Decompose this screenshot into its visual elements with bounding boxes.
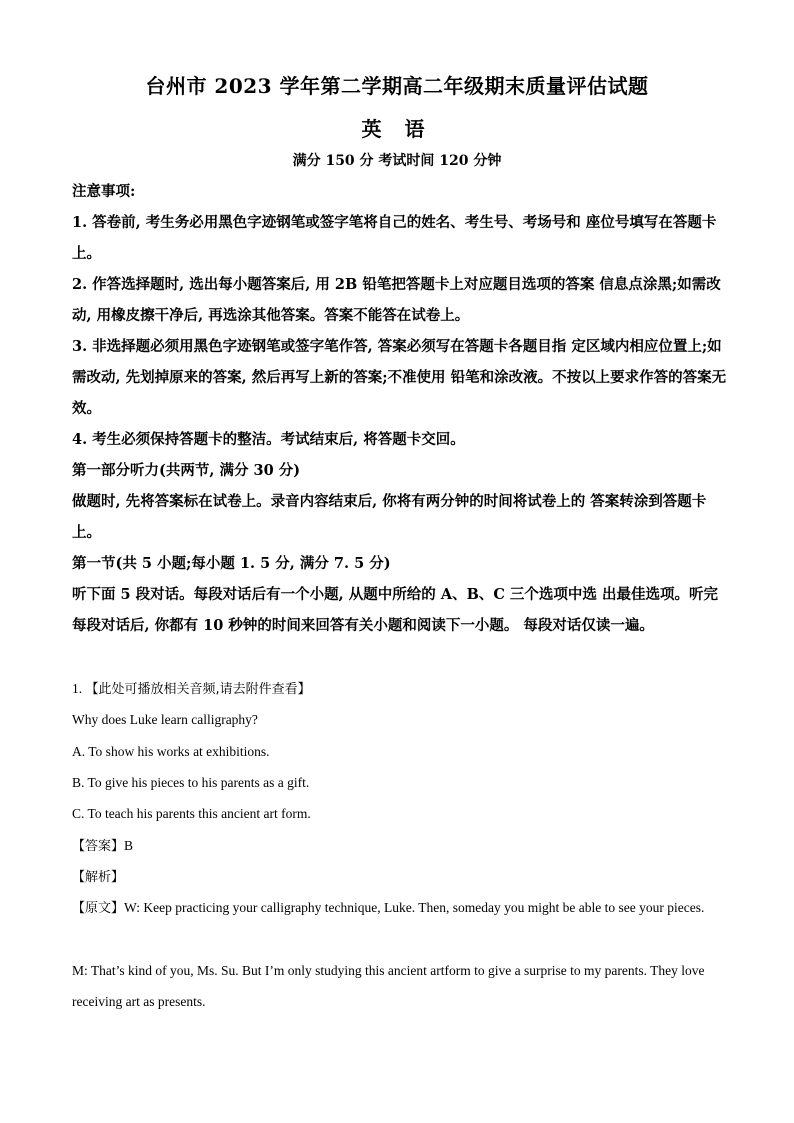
transcript-m: M: That’s kind of you, Ms. Su. But I’m only studying this ancient artform to give a surprise to my parents. They love receiving art as presents. xyxy=(72,963,705,1009)
question-1-header xyxy=(72,673,732,705)
note-item-2: 2. 作答选择题时, 选出每小题答案后, 用 2B 铅笔把答题卡上对应题目选项的答案 信息点涂黑;如需改动, 用橡皮擦干净后, 再选涂其他答案。答案不能答在试卷上。 xyxy=(72,276,721,324)
question-stem: Why does Luke learn calligraphy? xyxy=(72,712,258,727)
answer-label: 【答案】 xyxy=(72,839,125,854)
option-c: C. To teach his parents this ancient art form. xyxy=(72,806,311,821)
option-a: A. To show his works at exhibitions. xyxy=(72,744,270,759)
question-number: 1. xyxy=(72,681,83,696)
audio-note: 【此处可播放相关音频,请去附件查看】 xyxy=(85,682,311,697)
section1-instruction: 听下面 5 段对话。每段对话后有一个小题, 从题中所给的 A、B、C 三个选项中选 出最佳选项。听完每段对话后, 你都有 10 秒钟的时间来回答有关小题和阅读下一小题。 每段对话仅读一遍。 xyxy=(72,586,718,634)
analysis-label: 【解析】 xyxy=(72,870,125,885)
section1-heading: 第一节(共 5 小题;每小题 1. 5 分, 满分 7. 5 分) xyxy=(72,555,391,572)
original-label: 【原文】 xyxy=(72,901,125,916)
notes-heading: 注意事项: xyxy=(72,183,136,200)
subject-title: 英 语 xyxy=(361,117,433,141)
transcript-w-text: W: Keep practicing your calligraphy technique, Luke. Then, someday you might be able to see your pieces. xyxy=(124,900,705,915)
score-time-line: 满分 150 分 考试时间 120 分钟 xyxy=(292,153,502,169)
answer-value: B xyxy=(124,838,134,853)
page-title: 台州市 2023 学年第二学期高二年级期末质量评估试题 xyxy=(145,74,649,98)
option-b: B. To give his pieces to his parents as a gift. xyxy=(72,775,310,790)
part1-instruction: 做题时, 先将答案标在试卷上。录音内容结束后, 你将有两分钟的时间将试卷上的 答案转涂到答题卡上。 xyxy=(72,493,707,541)
note-item-1: 1. 答卷前, 考生务必用黑色字迹钢笔或签字笔将自己的姓名、考生号、考场号和 座位号填写在答题卡上。 xyxy=(72,214,717,262)
answer-line xyxy=(72,830,732,862)
note-item-3: 3. 非选择题必须用黑色字迹钢笔或签字笔作答, 答案必须写在答题卡各题目指 定区域内相应位置上;如需改动, 先划掉原来的答案, 然后再写上新的答案;不准使用 铅笔和涂改液。不按以上要求作答的答案无效。 xyxy=(72,338,727,417)
note-item-4: 4. 考生必须保持答题卡的整洁。考试结束后, 将答题卡交回。 xyxy=(72,431,465,448)
part1-heading: 第一部分听力(共两节, 满分 30 分) xyxy=(72,462,301,479)
transcript-w xyxy=(72,892,732,924)
